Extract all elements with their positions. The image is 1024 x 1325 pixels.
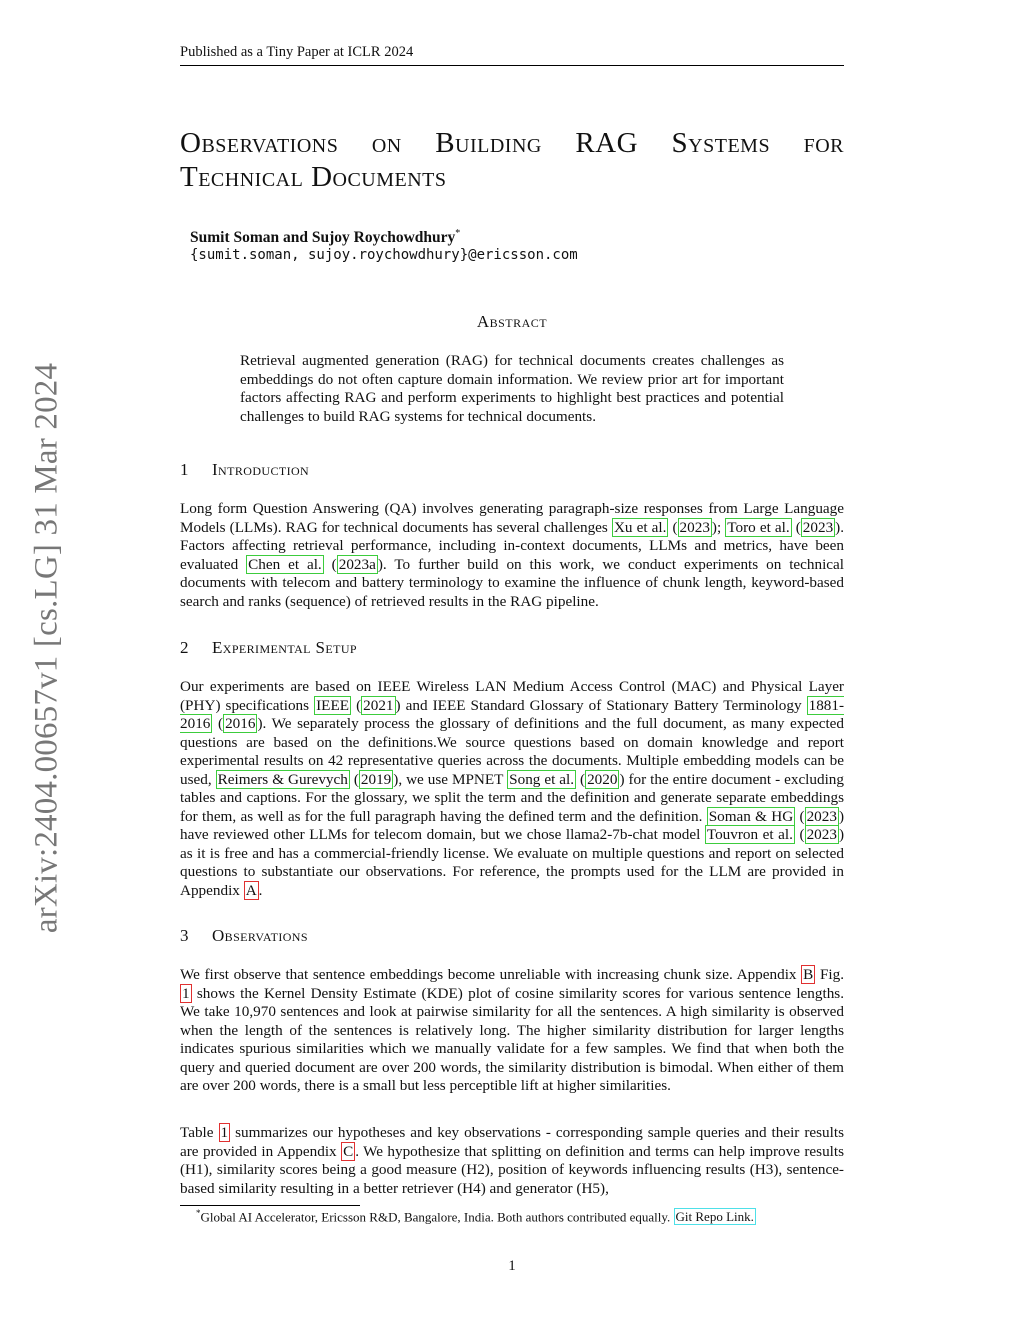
citation-link[interactable]: IEEE [316, 696, 350, 714]
section-heading-observations: 3 Observations [180, 926, 308, 945]
citation-year-link[interactable]: 2023a [338, 555, 376, 573]
citation-link[interactable]: Xu et al. [613, 518, 667, 536]
citation-link[interactable]: Song et al. [509, 770, 575, 788]
citation-link[interactable]: Reimers & Gurevych [217, 770, 348, 788]
experimental-setup-paragraph: Our experiments are based on IEEE Wireless LAN Medium Access Control (MAC) and Physical Layer (PHY) specifications IEEE ( 2021 ) and IEEE Standard Glossary of Stationary Battery Terminology 1881-2016 ( 2016 ). We separately process the glossary of definitions and the full document, as many expected questions are based on the definitions.We source questions based on domain knowledge and report experimental results on 42 representative queries across the documents. Multiple embedding models can be used, Reimers & Gurevych ( 2019 ), we use MPNET Song et al. ( 2020 ) for the entire document - excluding tables and captions. For the glossary, we split the term and the definition and generate separate embeddings for them, as well as for the full paragraph having the defined term and the definition. Soman & HG ( 2023 ) have reviewed other LLMs for telecom domain, but we chose llama2-7b-chat model Touvron et al. ( 2023 ) as it is free and has a commercial-friendly license. We evaluate on multiple questions and report on selected questions to substantiate our observations. For reference, the prompts used for the LLM are provided in Appendix A . [180, 678, 845, 899]
observations-paragraph-1: We first observe that sentence embeddings become unreliable with increasing chunk size. Appendix B Fig. 1 shows the Kernel Density Estimate (KDE) plot of cosine similarity scores for various sentence lengths. We take 10,970 sentences and look at pairwise similarity for all the sentences. A high similarity is observed when the length of the sentences is relatively long. The higher similarity distribution for larger lengths indicates spurious similarities which we manually validate for a few samples. We find that when both the query and queried document are over 200 words, the similarity distribution is bimodal. When either of them are over 200 words, there is a small but less perceptible lift at higher similarities. [180, 966, 845, 1094]
citation-link[interactable]: 1881-2016 [180, 696, 845, 732]
introduction-paragraph: Long form Question Answering (QA) involves generating paragraph-size responses from Large Language Models (LLMs). RAG for technical documents has several challenges Xu et al. ( 2023 ); Toro et al. ( 2023 ). Factors affecting retrieval performance, including in-context documents, LLMs and metrics, have been evaluated Chen et al. ( 2023a ). To further build on this work, we conduct experiments on technical documents with telecom and battery terminology to examine the influence of chunk length, keyword-based search and ranks (sequence) of retrieved results in the RAG pipeline. [180, 500, 845, 610]
citation-year-link[interactable]: 2023 [679, 518, 710, 536]
footnote-rule [180, 1205, 360, 1206]
author-emails: {sumit.soman, sujoy.roychowdhury}@ericsson.com [190, 247, 578, 263]
author-names: Sumit Soman and Sujoy Roychowdhury* [190, 228, 461, 247]
footnote: *Global AI Accelerator, Ericsson R&D, Bangalore, India. Both authors contributed equally. Git Repo Link. [196, 1208, 754, 1225]
paper-title [180, 126, 844, 194]
arxiv-id-text: arXiv:2404.00657v1 [cs.LG] 31 Mar 2024 [28, 362, 65, 934]
citation-link[interactable]: Chen et al. [248, 555, 322, 573]
citation-year-link[interactable]: 2020 [587, 770, 618, 788]
citation-link[interactable]: Toro et al. [727, 518, 790, 536]
citation-year-link[interactable]: 2023 [806, 826, 837, 843]
author-footnote-mark: * [455, 228, 461, 239]
appendix-ref-link[interactable]: B [803, 966, 814, 983]
title-line-1: Observations on Building RAG Systems for [180, 127, 844, 159]
page-number: 1 [508, 1258, 516, 1274]
title-line-2: Technical Documents [180, 161, 447, 193]
running-header: Published as a Tiny Paper at ICLR 2024 [180, 44, 844, 66]
citation-year-link[interactable]: 2023 [806, 807, 837, 825]
citation-link[interactable]: Touvron et al. [706, 826, 793, 843]
citation-year-link[interactable]: 2019 [360, 770, 392, 788]
citation-year-link[interactable]: 2021 [363, 696, 394, 714]
section-heading-experimental-setup: 2 Experimental Setup [180, 638, 357, 657]
abstract-text: Retrieval augmented generation (RAG) for technical documents creates challenges as embeddings do not often capture domain information. We review prior art for important factors affecting RAG and perform experiments to highlight best practices and potential challenges to build RAG systems for technical documents. [240, 352, 784, 425]
citation-year-link[interactable]: 2016 [225, 715, 256, 732]
table-ref-link[interactable]: 1 [220, 1124, 229, 1141]
appendix-ref-link[interactable]: C [343, 1142, 354, 1160]
appendix-ref-link[interactable]: A [245, 881, 257, 899]
section-heading-introduction: 1 Introduction [180, 460, 310, 479]
citation-year-link[interactable]: 2023 [802, 518, 834, 536]
figure-ref-link[interactable]: 1 [182, 984, 190, 1002]
citation-link[interactable]: Soman & HG [708, 807, 794, 825]
observations-paragraph-2: Table 1 summarizes our hypotheses and key observations - corresponding sample queries and their results are provided in Appendix C . We hypothesize that splitting on definition and terms can help improve results (H1), similarity scores being a good measure (H2), position of keywords influencing results (H3), sentence-based similarity resulting in a better retriever (H4) and generator (H5), [180, 1124, 845, 1197]
git-repo-link[interactable]: Git Repo Link. [675, 1209, 754, 1225]
abstract-heading: Abstract [476, 312, 548, 331]
